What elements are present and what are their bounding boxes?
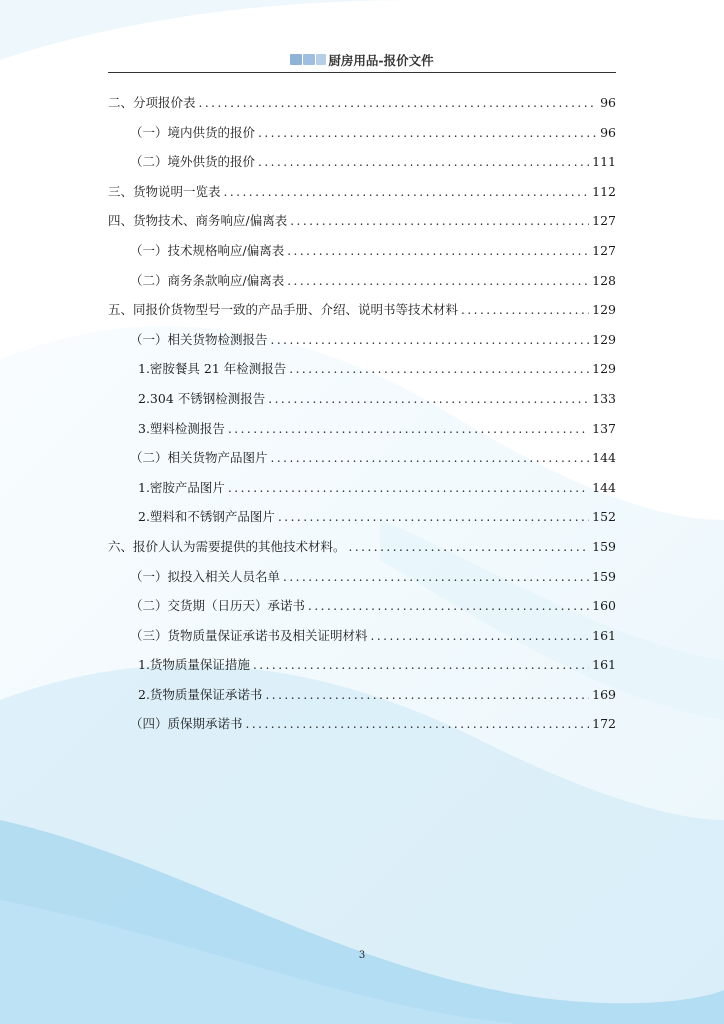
header-title: 厨房用品-报价文件	[328, 52, 434, 68]
toc-dot-leader	[290, 212, 589, 230]
toc-entry-title: （一）拟投入相关人员名单	[130, 568, 281, 584]
toc-entry[interactable]	[108, 153, 616, 183]
toc-entry-title: 三、货物说明一览表	[108, 183, 221, 199]
table-of-contents	[108, 94, 616, 745]
toc-entry-page-number: 137	[592, 420, 616, 436]
toc-entry-page-number: 159	[592, 568, 616, 584]
page-number: 3	[358, 950, 366, 961]
toc-dot-leader	[461, 301, 589, 319]
toc-entry-page-number: 160	[592, 598, 616, 614]
toc-dot-leader	[271, 331, 590, 349]
toc-entry[interactable]	[108, 449, 616, 479]
toc-entry-title: 2.304 不锈钢检测报告	[138, 390, 266, 406]
toc-entry-page-number: 127	[592, 242, 616, 258]
toc-entry[interactable]	[108, 538, 616, 568]
toc-entry[interactable]	[108, 183, 616, 213]
toc-entry-page-number: 144	[592, 450, 616, 466]
toc-dot-leader	[283, 568, 589, 586]
toc-entry[interactable]	[108, 656, 616, 686]
toc-entry-title: 六、报价人认为需要提供的其他技术材料。	[108, 538, 346, 554]
toc-entry-page-number: 161	[592, 657, 616, 673]
toc-dot-leader	[228, 420, 589, 438]
toc-dot-leader	[199, 94, 598, 112]
toc-dot-leader	[308, 597, 589, 615]
toc-entry[interactable]	[108, 568, 616, 598]
toc-entry-page-number: 129	[592, 331, 616, 347]
toc-entry[interactable]	[108, 508, 616, 538]
toc-entry[interactable]	[108, 479, 616, 509]
toc-entry-title: （三）货物质量保证承诺书及相关证明材料	[130, 627, 368, 643]
toc-entry-title: （二）商务条款响应/偏离表	[130, 272, 285, 288]
toc-entry-title: （一）境内供货的报价	[130, 124, 256, 140]
toc-entry-title: （四）质保期承诺书	[130, 716, 243, 732]
toc-entry[interactable]	[108, 272, 616, 302]
toc-dot-leader	[287, 242, 589, 260]
blurred-company-logo	[290, 54, 326, 65]
toc-entry[interactable]	[108, 124, 616, 154]
toc-entry-title: 1.密胺餐具 21 年检测报告	[138, 361, 287, 377]
toc-dot-leader	[289, 360, 589, 378]
toc-entry[interactable]	[108, 627, 616, 657]
toc-entry[interactable]	[108, 94, 616, 124]
toc-entry-title: 2.塑料和不锈钢产品图片	[138, 509, 275, 525]
toc-dot-leader	[258, 153, 589, 171]
toc-entry[interactable]	[108, 715, 616, 745]
page-header	[108, 50, 616, 73]
toc-entry[interactable]	[108, 686, 616, 716]
toc-dot-leader	[258, 124, 597, 142]
toc-entry-page-number: 169	[592, 686, 616, 702]
toc-entry-title: 1.货物质量保证措施	[138, 657, 250, 673]
toc-dot-leader	[278, 508, 589, 526]
toc-entry-page-number: 127	[592, 213, 616, 229]
toc-entry-page-number: 159	[592, 538, 616, 554]
toc-entry[interactable]	[108, 212, 616, 242]
toc-entry-title: 五、同报价货物型号一致的产品手册、介绍、说明书等技术材料	[108, 302, 459, 318]
toc-entry[interactable]	[108, 420, 616, 450]
toc-dot-leader	[287, 272, 589, 290]
toc-entry-page-number: 129	[592, 361, 616, 377]
toc-dot-leader	[268, 390, 589, 408]
toc-entry-title: 1.密胺产品图片	[138, 479, 225, 495]
toc-entry[interactable]	[108, 390, 616, 420]
toc-entry[interactable]	[108, 360, 616, 390]
toc-entry-title: （一）相关货物检测报告	[130, 331, 268, 347]
toc-dot-leader	[246, 715, 590, 733]
toc-entry-title: 2.货物质量保证承诺书	[138, 686, 263, 702]
toc-dot-leader	[371, 627, 590, 645]
toc-dot-leader	[271, 449, 590, 467]
toc-dot-leader	[253, 656, 589, 674]
toc-entry-page-number: 96	[600, 124, 616, 140]
toc-entry-page-number: 144	[592, 479, 616, 495]
toc-entry-title: （二）交货期（日历天）承诺书	[130, 598, 306, 614]
toc-entry-title: 四、货物技术、商务响应/偏离表	[108, 213, 288, 229]
toc-entry-page-number: 172	[592, 716, 616, 732]
toc-entry-title: （二）相关货物产品图片	[130, 450, 268, 466]
toc-entry-page-number: 161	[592, 627, 616, 643]
toc-entry-title: 3.塑料检测报告	[138, 420, 225, 436]
toc-dot-leader	[224, 183, 590, 201]
toc-entry-page-number: 128	[592, 272, 616, 288]
toc-entry-title: 二、分项报价表	[108, 95, 196, 110]
toc-entry[interactable]	[108, 597, 616, 627]
toc-entry-page-number: 96	[600, 95, 616, 110]
toc-entry-page-number: 112	[592, 183, 616, 199]
toc-entry-page-number: 133	[592, 390, 616, 406]
toc-dot-leader	[349, 538, 590, 556]
toc-entry-page-number: 129	[592, 302, 616, 318]
toc-entry-title: （一）技术规格响应/偏离表	[130, 242, 285, 258]
toc-entry-page-number: 111	[592, 154, 616, 170]
toc-entry[interactable]	[108, 301, 616, 331]
toc-entry-title: （二）境外供货的报价	[130, 154, 256, 170]
toc-entry[interactable]	[108, 331, 616, 361]
toc-entry[interactable]	[108, 242, 616, 272]
toc-entry-page-number: 152	[592, 509, 616, 525]
toc-dot-leader	[265, 686, 589, 704]
toc-dot-leader	[228, 479, 589, 497]
